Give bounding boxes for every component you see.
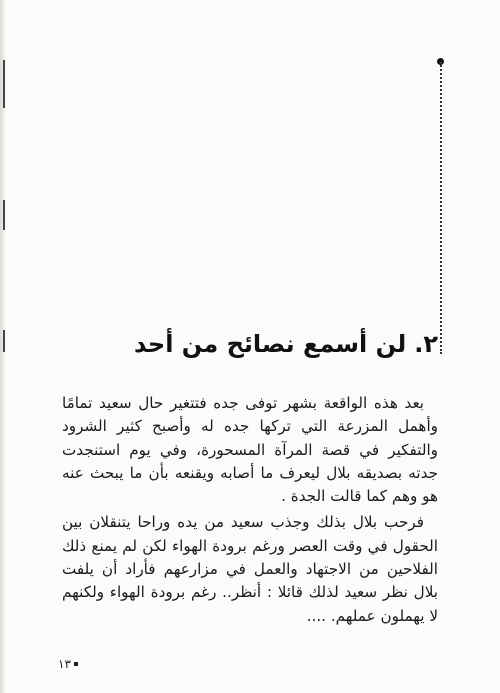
paragraph: فرحب بلال بذلك وجذب سعيد من يده وراحا يتنقلان بين الحقول في وقت العصر ورغم برودة الهواء لكن لم يمنع ذلك الفلاحين من الاجتهاد والعمل في مزارعهم فأراد أن يلفت بلال نظر سعيد لذلك قائلا : أنظر.. رغم برودة الهواء ولكنهم لا يهملون عملهم. .... bbox=[62, 513, 438, 625]
chapter-heading bbox=[134, 330, 438, 358]
binding-mark bbox=[3, 200, 5, 230]
paragraph: بعد هذه الواقعة بشهر توفى جده فتتغير حال سعيد تمامًا وأهمل المزرعة التي تركها جده له وأصبح كثير الشرود والتفكير في قصة المرآة المسحورة، وفي يوم استنجدت جدته بصديقه بلال ليعرف ما أصابه ويقنعه بأن ما يبحث عنه هو وهم كما قالت الجدة . bbox=[62, 394, 438, 506]
dotted-rule bbox=[440, 62, 442, 354]
page-number-value: ١٣ bbox=[58, 657, 71, 671]
binding-mark bbox=[3, 330, 5, 352]
binding-mark bbox=[3, 60, 5, 108]
chapter-number: ٢. bbox=[414, 330, 438, 358]
page-number bbox=[58, 657, 78, 671]
body-text bbox=[62, 392, 438, 628]
page-number-marker bbox=[74, 662, 78, 666]
chapter-title: لن أسمع نصائح من أحد bbox=[134, 330, 407, 358]
